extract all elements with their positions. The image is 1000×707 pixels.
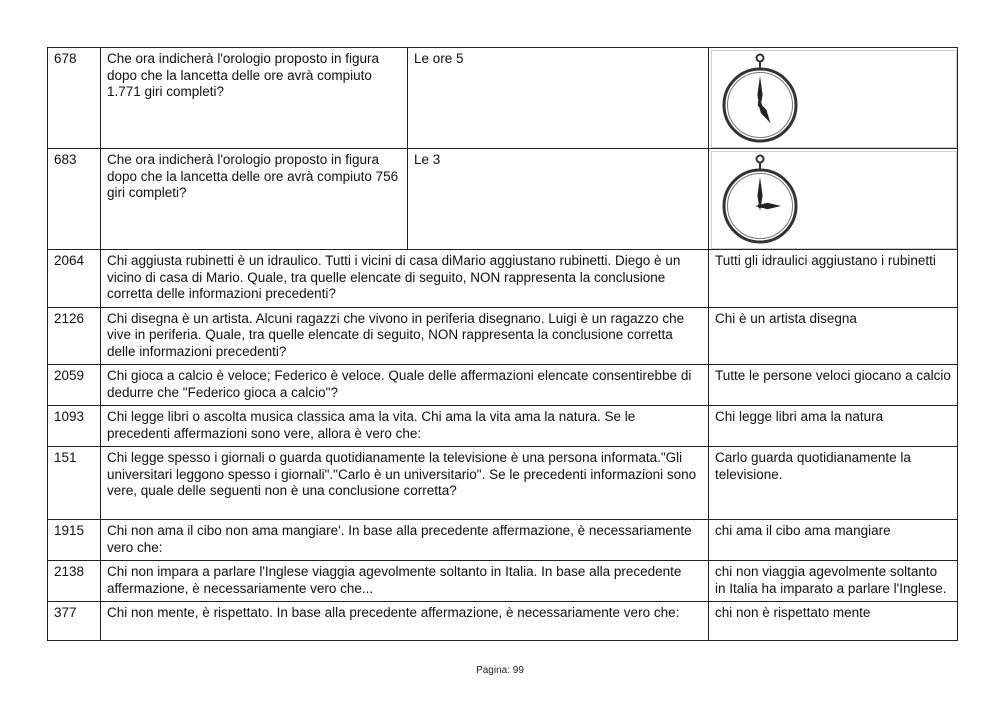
answer-text: chi non viaggia agevolmente soltanto in Italia ha imparato a parlare l'Inglese.: [709, 561, 958, 602]
table-row: [48, 250, 958, 308]
question-text: Chi legge spesso i giornali o guarda quotidianamente la televisione è una persona informata."Gli universitari leggono spesso i giornali"."Carlo è un universitario". Se le precedenti informazioni sono vere, quale delle seguenti non è una conclusione corretta?: [101, 447, 709, 520]
question-id: 2138: [48, 561, 101, 602]
table-row: [48, 48, 958, 149]
question-text: Che ora indicherà l'orologio proposto in figura dopo che la lancetta delle ore avrà compiuto 1.771 giri completi?: [101, 48, 408, 149]
answer-text: Tutte le persone veloci giocano a calcio: [709, 365, 958, 406]
question-text: Che ora indicherà l'orologio proposto in figura dopo che la lancetta delle ore avrà compiuto 756 giri completi?: [101, 149, 408, 250]
clock-icon: [715, 153, 805, 248]
page-number: Pagina: 99: [476, 665, 524, 676]
table-row: [48, 307, 958, 365]
question-id: 2059: [48, 365, 101, 406]
question-id: 377: [48, 602, 101, 641]
question-text: Chi non impara a parlare l'Inglese viaggia agevolmente soltanto in Italia. In base alla precedente affermazione, è necessariamente vero che...: [101, 561, 709, 602]
table-row: [48, 520, 958, 561]
clock-icon: [715, 52, 805, 147]
question-id: 151: [48, 447, 101, 520]
answer-text: chi ama il cibo ama mangiare: [709, 520, 958, 561]
table-row: [48, 365, 958, 406]
table-row: [48, 447, 958, 520]
table-row: [48, 406, 958, 447]
question-text: Chi disegna è un artista. Alcuni ragazzi che vivono in periferia disegnano. Luigi è un ragazzo che vive in periferia. Quale, tra quelle elencate di seguito, NON rappresenta la conclusione corretta delle informazioni precedenti?: [101, 307, 709, 365]
clock-image-cell: [709, 149, 958, 250]
answer-text: Chi legge libri ama la natura: [709, 406, 958, 447]
answer-text: chi non è rispettato mente: [709, 602, 958, 641]
questions-table: [47, 47, 958, 641]
question-text: Chi legge libri o ascolta musica classica ama la vita. Chi ama la vita ama la natura. Se le precedenti affermazioni sono vere, allora è vero che:: [101, 406, 709, 447]
question-text: Chi aggiusta rubinetti è un idraulico. Tutti i vicini di casa diMario aggiustano rubinetti. Diego è un vicino di casa di Mario. Quale, tra quelle elencate di seguito, NON rappresenta la conclusione corretta delle informazioni precedenti?: [101, 250, 709, 308]
table-row: [48, 602, 958, 641]
table-row: [48, 561, 958, 602]
question-id: 2064: [48, 250, 101, 308]
question-id: 1093: [48, 406, 101, 447]
answer-text: Le ore 5: [408, 48, 709, 149]
question-id: 1915: [48, 520, 101, 561]
answer-text: Le 3: [408, 149, 709, 250]
question-id: 683: [48, 149, 101, 250]
answer-text: Chi è un artista disegna: [709, 307, 958, 365]
question-id: 2126: [48, 307, 101, 365]
answer-text: Tutti gli idraulici aggiustano i rubinetti: [709, 250, 958, 308]
answer-text: Carlo guarda quotidianamente la televisione.: [709, 447, 958, 520]
question-id: 678: [48, 48, 101, 149]
clock-image-cell: [709, 48, 958, 149]
question-text: Chi non ama il cibo non ama mangiare'. In base alla precedente affermazione, è necessariamente vero che:: [101, 520, 709, 561]
question-text: Chi non mente, è rispettato. In base alla precedente affermazione, è necessariamente vero che:: [101, 602, 709, 641]
question-text: Chi gioca a calcio è veloce; Federico è veloce. Quale delle affermazioni elencate consentirebbe di dedurre che "Federico gioca a calcio"?: [101, 365, 709, 406]
table-row: [48, 149, 958, 250]
